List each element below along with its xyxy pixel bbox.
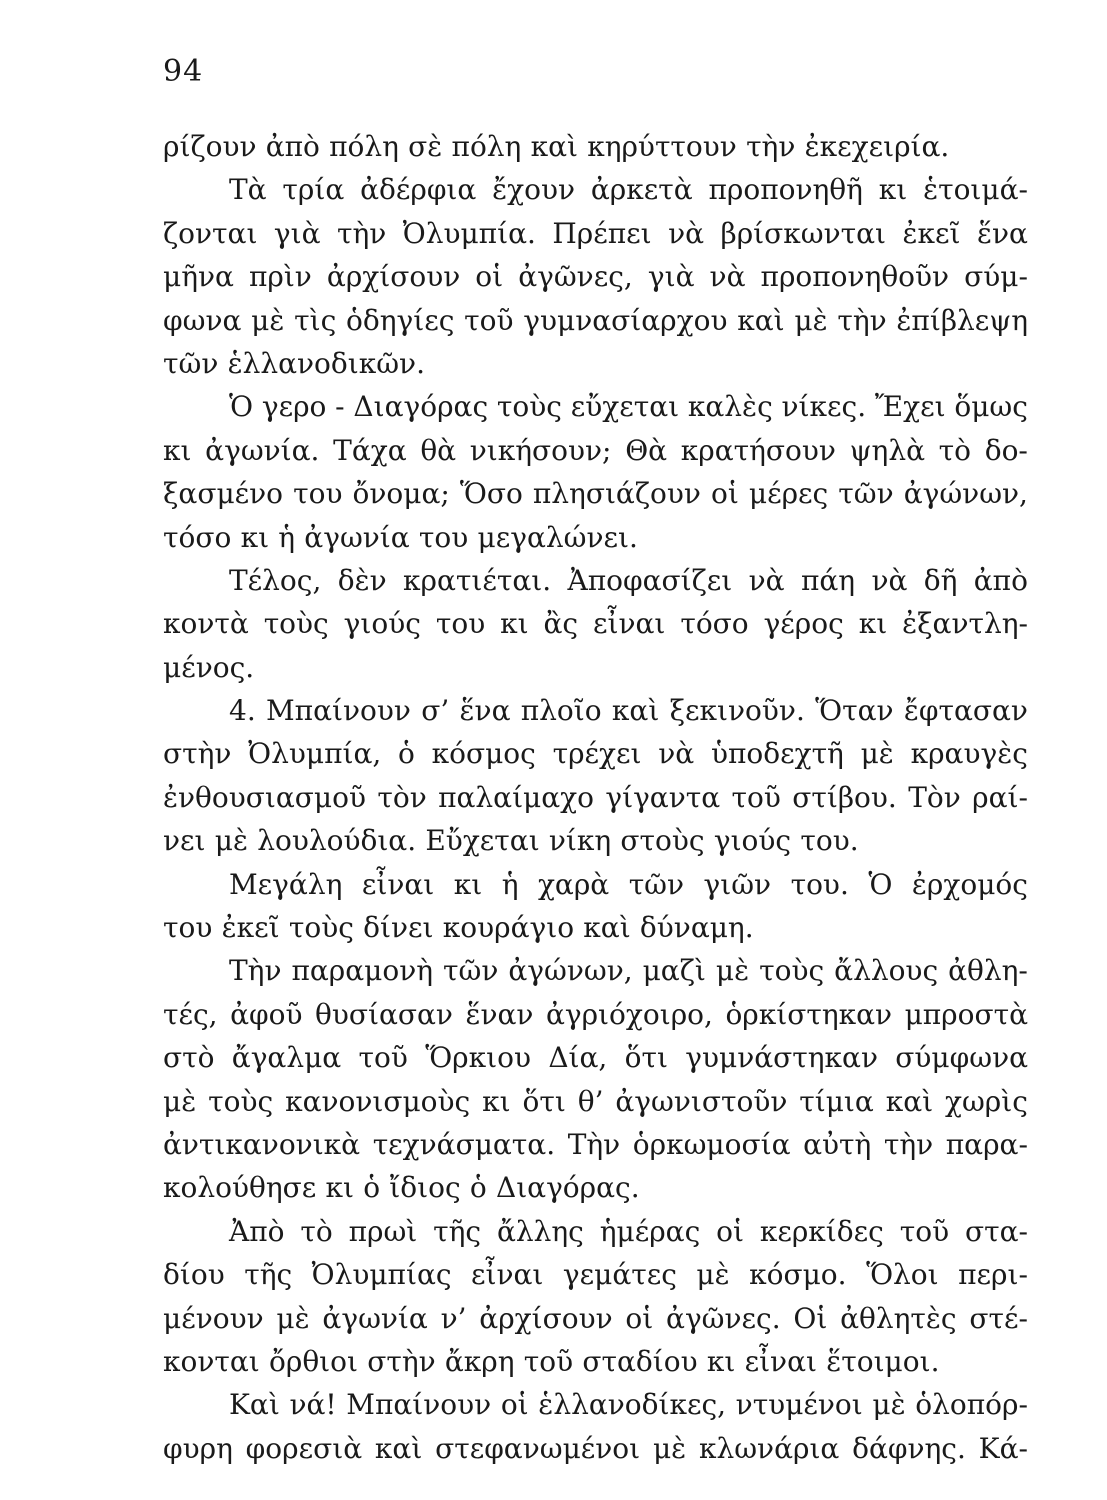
word: δῆ bbox=[923, 563, 958, 597]
word: στὴν bbox=[163, 737, 232, 771]
text-line bbox=[163, 1383, 1028, 1426]
word: ἡ bbox=[278, 520, 296, 554]
word: του bbox=[293, 477, 343, 511]
word: νίκη bbox=[548, 824, 612, 858]
word: εἶναι bbox=[593, 607, 666, 641]
word: καὶ bbox=[530, 130, 578, 163]
word: γερο bbox=[261, 390, 327, 424]
word: μεγαλώνει. bbox=[477, 520, 638, 554]
word: γιούς bbox=[713, 824, 792, 858]
word: ἀδέρφια bbox=[360, 173, 477, 207]
text-line bbox=[163, 732, 1028, 775]
word: ἀρκετὰ bbox=[590, 173, 693, 207]
word: ἑλλανοδικῶν. bbox=[227, 346, 425, 380]
word: μπροστὰ bbox=[904, 997, 1028, 1031]
word: τῶν bbox=[838, 477, 894, 511]
word: κι bbox=[706, 1344, 736, 1378]
word: στίβου. bbox=[792, 780, 897, 814]
word: Εὔχεται bbox=[425, 824, 540, 858]
word: ἀγωνία. bbox=[205, 433, 320, 467]
word: ἐρχομός bbox=[911, 867, 1028, 901]
word: ἄγαλμα bbox=[231, 1041, 342, 1075]
word: σ’ bbox=[421, 694, 450, 728]
word: κονται bbox=[163, 1344, 260, 1378]
word: ἐκεῖ bbox=[221, 911, 280, 945]
word: πόλη bbox=[329, 130, 399, 163]
word: σύμφωνα bbox=[895, 1041, 1028, 1075]
word: ψηλὰ bbox=[849, 433, 925, 467]
word: ἑτοιμά- bbox=[923, 173, 1028, 207]
word: κοντὰ bbox=[163, 607, 249, 641]
word: Ὁ bbox=[229, 390, 254, 424]
word: Πρέπει bbox=[552, 216, 652, 250]
text-line bbox=[163, 472, 1028, 515]
word: τρέχει bbox=[552, 737, 642, 771]
word: ἀγώνων, bbox=[903, 477, 1028, 511]
word: κι bbox=[858, 607, 888, 641]
word: κι bbox=[500, 607, 529, 641]
word: κλωνάρια bbox=[698, 1431, 840, 1465]
word: Θὰ bbox=[625, 433, 668, 467]
word: λουλούδια. bbox=[257, 824, 417, 858]
word: του bbox=[435, 607, 486, 641]
word: θ’ bbox=[577, 1084, 604, 1118]
word: τοὺς bbox=[208, 1084, 274, 1118]
word: Τὴν bbox=[229, 954, 282, 988]
word: κηρύττουν bbox=[587, 130, 737, 163]
word: ἴδιος bbox=[389, 1171, 461, 1205]
word: μὲ bbox=[696, 1258, 730, 1292]
word: του. bbox=[790, 867, 849, 901]
word: στὴν bbox=[367, 1344, 436, 1378]
word: μὲ bbox=[163, 1084, 197, 1118]
word: ὁρκωμοσία bbox=[632, 1127, 791, 1161]
word: ὁλοπόρ- bbox=[915, 1388, 1028, 1422]
page-number: 94 bbox=[163, 54, 204, 89]
word: Τὰ bbox=[229, 173, 267, 207]
word: καὶ bbox=[611, 694, 660, 728]
word: ὁ bbox=[363, 1171, 381, 1205]
word: Ὁ bbox=[868, 867, 893, 901]
word: μὲ bbox=[652, 1431, 687, 1465]
word: νὰ bbox=[871, 563, 908, 597]
word: δο- bbox=[984, 433, 1028, 467]
word: οἱ bbox=[500, 1388, 529, 1422]
word: τοὺς bbox=[263, 607, 329, 641]
word: αὐτὴ bbox=[803, 1127, 872, 1161]
word: ὁδηγίες bbox=[346, 303, 455, 337]
word: στεφανωμένοι bbox=[435, 1431, 641, 1465]
text-line bbox=[163, 1210, 1028, 1253]
word: μὲ bbox=[251, 303, 285, 337]
word: κι bbox=[482, 1084, 511, 1118]
word: Μεγάλη bbox=[229, 867, 343, 901]
word: ρίζουν bbox=[163, 130, 257, 163]
text-line bbox=[163, 516, 1028, 559]
word: παραμονὴ bbox=[291, 954, 434, 988]
word: Μπαίνουν bbox=[266, 694, 411, 728]
text-line bbox=[163, 1166, 1028, 1209]
word: προπονηθῆ bbox=[708, 173, 863, 207]
word: ὅτι bbox=[522, 1084, 566, 1118]
text-line bbox=[163, 906, 1028, 949]
text-line bbox=[163, 776, 1028, 819]
word: μαζὶ bbox=[642, 954, 706, 988]
word: ὄρθιοι bbox=[269, 1344, 358, 1378]
text-line bbox=[163, 949, 1028, 992]
word: τόσο bbox=[163, 520, 232, 554]
word: νὰ bbox=[658, 737, 695, 771]
word: γιὰ bbox=[647, 260, 695, 294]
word: πόλη bbox=[451, 130, 522, 163]
word: Ἔχει bbox=[874, 390, 946, 424]
word: ὁ bbox=[469, 1171, 487, 1205]
word: δύναμη. bbox=[639, 911, 754, 945]
word: τὶς bbox=[294, 303, 337, 337]
word: πρὶν bbox=[248, 260, 312, 294]
word: Ὀλυμπίας bbox=[311, 1258, 452, 1292]
word: εἶναι bbox=[744, 1344, 817, 1378]
word: ραί- bbox=[972, 780, 1028, 814]
word: τοῦ bbox=[358, 1041, 408, 1075]
word: σύμ- bbox=[964, 260, 1028, 294]
word: Ἀπὸ bbox=[229, 1214, 285, 1248]
text-line bbox=[163, 646, 1028, 689]
word: τὴν bbox=[337, 216, 387, 250]
word: τοῦ bbox=[523, 1344, 574, 1378]
text-line bbox=[163, 819, 1028, 862]
word: προπονηθοῦν bbox=[760, 260, 950, 294]
word: κι bbox=[163, 433, 192, 467]
word: μὲ bbox=[214, 824, 248, 858]
word: ἀγωνιστοῦν bbox=[615, 1084, 788, 1118]
word: τοῦ bbox=[731, 780, 781, 814]
word: ἐπίβλεψη bbox=[896, 303, 1028, 337]
word: σὲ bbox=[408, 130, 443, 163]
word: τόσο bbox=[680, 607, 749, 641]
word: στα- bbox=[964, 1214, 1028, 1248]
word: καλὲς bbox=[687, 390, 773, 424]
word: μῆνα bbox=[163, 260, 234, 294]
word: καὶ bbox=[737, 303, 785, 337]
word: χωρὶς bbox=[945, 1084, 1028, 1118]
word: Τέλος, bbox=[229, 563, 322, 597]
word: φυρη bbox=[163, 1431, 233, 1465]
word: Ὀλυμπία, bbox=[248, 737, 382, 771]
word: μὲ bbox=[860, 737, 894, 771]
word: ξεκινοῦν. bbox=[669, 694, 805, 728]
word: νίκες. bbox=[781, 390, 867, 424]
word: τὸ bbox=[938, 433, 972, 467]
word: γιούς bbox=[343, 607, 421, 641]
word: τρία bbox=[282, 173, 345, 207]
word: φωνα bbox=[163, 303, 242, 337]
word: ἀπὸ bbox=[265, 130, 320, 163]
word: Τάχα bbox=[333, 433, 407, 467]
word: τὸν bbox=[377, 780, 427, 814]
word: τῆς bbox=[244, 1258, 293, 1292]
word: κολούθησε bbox=[163, 1171, 317, 1205]
word: καὶ bbox=[374, 1431, 423, 1465]
word: κουράγιο bbox=[442, 911, 575, 945]
word: καὶ bbox=[885, 1084, 934, 1118]
word: τοὺς bbox=[759, 954, 825, 988]
word: ἄκρη bbox=[444, 1344, 515, 1378]
word: οἱ bbox=[710, 477, 739, 511]
text-line bbox=[163, 1253, 1028, 1296]
word: τὸ bbox=[300, 1214, 333, 1248]
word: φορεσιὰ bbox=[245, 1431, 363, 1465]
word: ἑλλανοδίκες, bbox=[538, 1388, 727, 1422]
word: κερκίδες bbox=[759, 1214, 884, 1248]
text-line bbox=[163, 429, 1028, 472]
body-text bbox=[163, 125, 1028, 1470]
word: νὰ bbox=[709, 260, 746, 294]
word: πρωὶ bbox=[348, 1214, 418, 1248]
word: νει bbox=[163, 824, 206, 858]
text-line bbox=[163, 299, 1028, 342]
word: τὴν bbox=[837, 303, 887, 337]
word: δίου bbox=[163, 1258, 225, 1292]
word: του bbox=[163, 911, 213, 945]
word: ἕνα bbox=[976, 216, 1028, 250]
word: πάη bbox=[800, 563, 856, 597]
word: μέρες bbox=[748, 477, 829, 511]
text-line bbox=[163, 342, 1028, 385]
text-line bbox=[163, 689, 1028, 732]
word: ἀγώνων, bbox=[508, 954, 633, 988]
text-line bbox=[163, 863, 1028, 906]
text-line bbox=[163, 125, 1028, 168]
word: εἶναι bbox=[471, 1258, 544, 1292]
word: τῶν bbox=[163, 346, 219, 380]
text-line bbox=[163, 1427, 1028, 1470]
word: μὲ bbox=[794, 303, 828, 337]
word: νικήσουν; bbox=[469, 433, 612, 467]
text-line bbox=[163, 1123, 1028, 1166]
word: 4. bbox=[229, 694, 256, 728]
word: Ἀποφασίζει bbox=[567, 563, 733, 597]
word: δίνει bbox=[363, 911, 434, 945]
word: κόσμο. bbox=[749, 1258, 847, 1292]
word: μὲ bbox=[276, 1301, 310, 1335]
word: ἀγριόχοιρο, bbox=[545, 997, 713, 1031]
text-line bbox=[163, 559, 1028, 602]
word: σταδίου bbox=[582, 1344, 698, 1378]
text-line bbox=[163, 255, 1028, 298]
text-line bbox=[163, 602, 1028, 645]
word: ἕναν bbox=[465, 997, 534, 1031]
word: γεμάτες bbox=[562, 1258, 677, 1292]
word: ὅτι bbox=[624, 1041, 668, 1075]
word: ἕτοιμοι. bbox=[826, 1344, 940, 1378]
text-line bbox=[163, 168, 1028, 211]
word: του. bbox=[800, 824, 859, 858]
word: μὲ bbox=[715, 954, 750, 988]
word: ἀγωνία bbox=[304, 520, 410, 554]
word: θὰ bbox=[420, 433, 457, 467]
word: τοῦ bbox=[899, 1214, 950, 1248]
word: Ὅταν bbox=[815, 694, 894, 728]
word: περι- bbox=[958, 1258, 1028, 1292]
word: δὲν bbox=[337, 563, 387, 597]
text-line bbox=[163, 1297, 1028, 1340]
word: τῶν bbox=[443, 954, 499, 988]
word: ἡ bbox=[501, 867, 519, 901]
word: νὰ bbox=[748, 563, 785, 597]
word: ὅμως bbox=[954, 390, 1028, 424]
word: τὴν bbox=[746, 130, 796, 163]
word: του bbox=[418, 520, 469, 554]
word: ν’ bbox=[440, 1301, 467, 1335]
word: ἀθλητὲς bbox=[840, 1301, 957, 1335]
word: εὔχεται bbox=[570, 390, 680, 424]
word: τεχνάσματα. bbox=[372, 1127, 556, 1161]
word: νά! bbox=[289, 1388, 337, 1422]
word: γέρος bbox=[763, 607, 844, 641]
word: τοὺς bbox=[496, 390, 562, 424]
word: κι bbox=[878, 173, 908, 207]
word: ἀρχίσουν bbox=[479, 1301, 613, 1335]
word: οἱ bbox=[475, 260, 504, 294]
word: μὲ bbox=[872, 1388, 906, 1422]
word: πλησιάζουν bbox=[532, 477, 701, 511]
word: ἄλλης bbox=[496, 1214, 584, 1248]
word: κι bbox=[453, 867, 483, 901]
word: δάφνης. bbox=[852, 1431, 966, 1465]
word: βρίσκωνται bbox=[720, 216, 886, 250]
word: ἀγωνία bbox=[322, 1301, 428, 1335]
word: κραυγὲς bbox=[910, 737, 1028, 771]
word: τῶν bbox=[628, 867, 685, 901]
word: κόσμος bbox=[431, 737, 536, 771]
word: γιῶν bbox=[703, 867, 772, 901]
word: Ὅσο bbox=[459, 477, 523, 511]
word: στέ- bbox=[969, 1301, 1028, 1335]
word: ἀντικανονικὰ bbox=[163, 1127, 361, 1161]
word: γυμνασίαρχου bbox=[523, 303, 728, 337]
word: γυμνάστηκαν bbox=[685, 1041, 878, 1075]
word: ντυμένοι bbox=[735, 1388, 863, 1422]
word: ζονται bbox=[163, 216, 258, 250]
word: οἱ bbox=[625, 1301, 654, 1335]
word: γιὰ bbox=[273, 216, 321, 250]
word: Διαγόρας. bbox=[495, 1171, 640, 1205]
word: τίμια bbox=[799, 1084, 874, 1118]
word: ξασμένο bbox=[163, 477, 284, 511]
word: τές, bbox=[163, 997, 218, 1031]
word: τὴν bbox=[883, 1127, 934, 1161]
word: ἀγῶνες. bbox=[666, 1301, 781, 1335]
word: ἡμέρας bbox=[599, 1214, 701, 1248]
word: Ὅρκιου bbox=[425, 1041, 531, 1075]
word: παρα- bbox=[945, 1127, 1028, 1161]
word: ἔχουν bbox=[492, 173, 576, 207]
word: ὁρκίστηκαν bbox=[725, 997, 893, 1031]
word: εἶναι bbox=[361, 867, 435, 901]
word: νὰ bbox=[668, 216, 705, 250]
word: Καὶ bbox=[229, 1388, 280, 1422]
text-line bbox=[163, 1340, 1028, 1383]
word: Κά- bbox=[978, 1431, 1028, 1465]
word: Μπαίνουν bbox=[346, 1388, 492, 1422]
word: ἕνα bbox=[459, 694, 511, 728]
text-line bbox=[163, 212, 1028, 255]
word: ὄνομα; bbox=[352, 477, 450, 511]
word: κρατήσουν bbox=[680, 433, 836, 467]
word: Διαγόρας bbox=[353, 390, 489, 424]
word: ἀπὸ bbox=[973, 563, 1028, 597]
word: γίγαντα bbox=[605, 780, 721, 814]
word: στὸ bbox=[163, 1041, 215, 1075]
word: Τὴν bbox=[567, 1127, 621, 1161]
word: ἀφοῦ bbox=[230, 997, 303, 1031]
word: τῆς bbox=[433, 1214, 482, 1248]
word: ἀρχίσουν bbox=[326, 260, 461, 294]
word: ἐνθουσιασμοῦ bbox=[163, 780, 366, 814]
word: Ὅλοι bbox=[866, 1258, 939, 1292]
word: οἱ bbox=[716, 1214, 744, 1248]
text-line bbox=[163, 385, 1028, 428]
word: ἐκεχειρία. bbox=[804, 130, 950, 163]
word: πλοῖο bbox=[520, 694, 602, 728]
word: μένος. bbox=[163, 650, 255, 684]
word: κι bbox=[240, 520, 270, 554]
word: Δία, bbox=[548, 1041, 608, 1075]
word: ἄλλους bbox=[834, 954, 939, 988]
word: κι bbox=[325, 1171, 354, 1205]
text-line bbox=[163, 1036, 1028, 1079]
word: κρατιέται. bbox=[403, 563, 552, 597]
word: ὁ bbox=[398, 737, 415, 771]
word: χαρὰ bbox=[537, 867, 610, 901]
word: παλαίμαχο bbox=[438, 780, 594, 814]
word: Τὸν bbox=[908, 780, 961, 814]
word: ἐξαντλη- bbox=[902, 607, 1028, 641]
word: ὑποδεχτῆ bbox=[710, 737, 844, 771]
word: ἀγῶνες, bbox=[518, 260, 633, 294]
text-line bbox=[163, 993, 1028, 1036]
word: θυσίασαν bbox=[315, 997, 453, 1031]
word: - bbox=[335, 390, 345, 424]
word: ἐκεῖ bbox=[902, 216, 961, 250]
word: στοὺς bbox=[620, 824, 705, 858]
word: τοῦ bbox=[464, 303, 514, 337]
word: μένουν bbox=[163, 1301, 264, 1335]
word: ἂς bbox=[543, 607, 579, 641]
word: ἀθλη- bbox=[948, 954, 1028, 988]
word: ἔφτασαν bbox=[903, 694, 1028, 728]
word: καὶ bbox=[583, 911, 631, 945]
word: Ὀλυμπία. bbox=[402, 216, 536, 250]
word: Οἱ bbox=[793, 1301, 828, 1335]
word: κανονισμοὺς bbox=[285, 1084, 471, 1118]
text-line bbox=[163, 1080, 1028, 1123]
word: τοὺς bbox=[288, 911, 354, 945]
